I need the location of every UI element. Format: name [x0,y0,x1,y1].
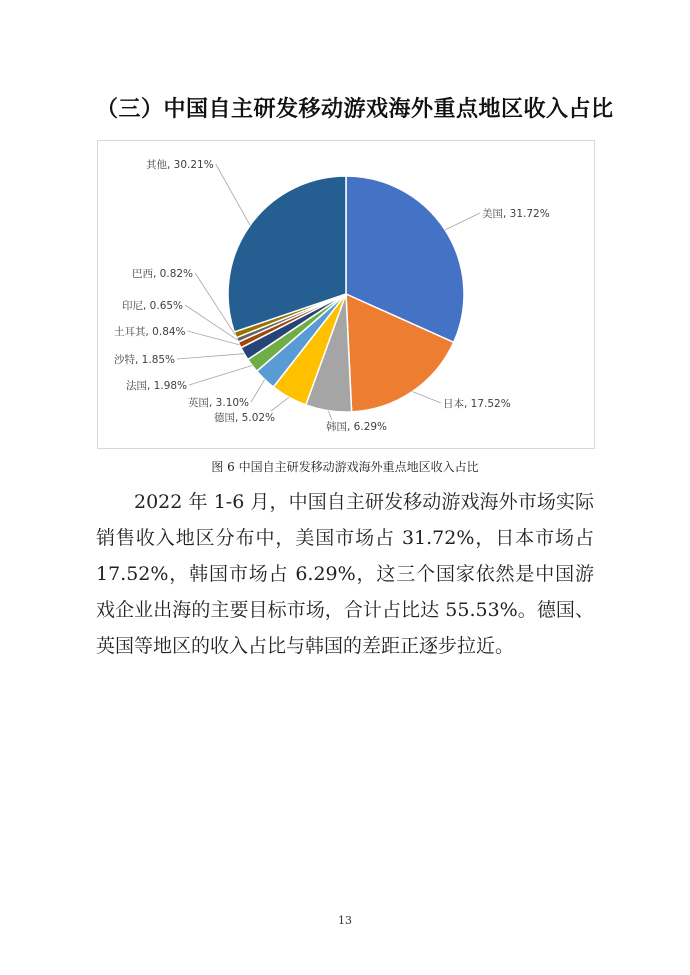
pie-data-label-5: 英国, 3.10% [188,397,250,409]
pie-data-label-6: 法国, 1.98% [126,380,188,392]
pie-leader-line-3 [328,411,332,420]
body-paragraph: 2022 年 1-6 月，中国自主研发移动游戏海外市场实际销售收入地区分布中，美国市场占 31.72%，日本市场占 17.52%，韩国市场占 6.29%，这三个国家依然是中国游戏企业出海的主要目标市场，合计占比达 55.53%。德国、英国等地区的收入占比与韩国的差距正逐步拉近。 [96,491,594,657]
pie-data-label-9: 印尼, 0.65% [122,300,184,312]
pie-data-label-11: 其他, 30.21% [146,159,214,171]
pie-leader-line-11 [216,164,250,225]
pie-leader-line-8 [188,331,240,345]
pie-leader-line-7 [177,354,244,359]
pie-data-label-7: 沙特, 1.85% [114,354,176,366]
pie-leader-line-1 [445,213,480,230]
pie-data-label-3: 韩国, 6.29% [326,421,388,433]
pie-leader-line-6 [189,366,252,386]
pie-chart-frame [97,140,595,449]
figure-caption: 图 6 中国自主研发移动游戏海外重点地区收入占比 [211,460,479,474]
pie-chart [98,141,594,448]
pie-data-label-4: 德国, 5.02% [214,412,276,424]
pie-leader-line-4 [271,397,289,411]
pie-data-label-1: 美国, 31.72% [482,208,550,220]
pie-data-label-8: 土耳其, 0.84% [114,326,186,338]
pie-leader-line-2 [412,392,441,404]
pie-leader-line-5 [251,380,265,403]
page-number: 13 [338,914,352,927]
pie-data-label-10: 巴西, 0.82% [132,268,194,280]
section-heading: （三）中国自主研发移动游戏海外重点地区收入占比 [96,96,614,122]
pie-data-label-2: 日本, 17.52% [443,398,511,410]
pie-slices [228,176,464,412]
